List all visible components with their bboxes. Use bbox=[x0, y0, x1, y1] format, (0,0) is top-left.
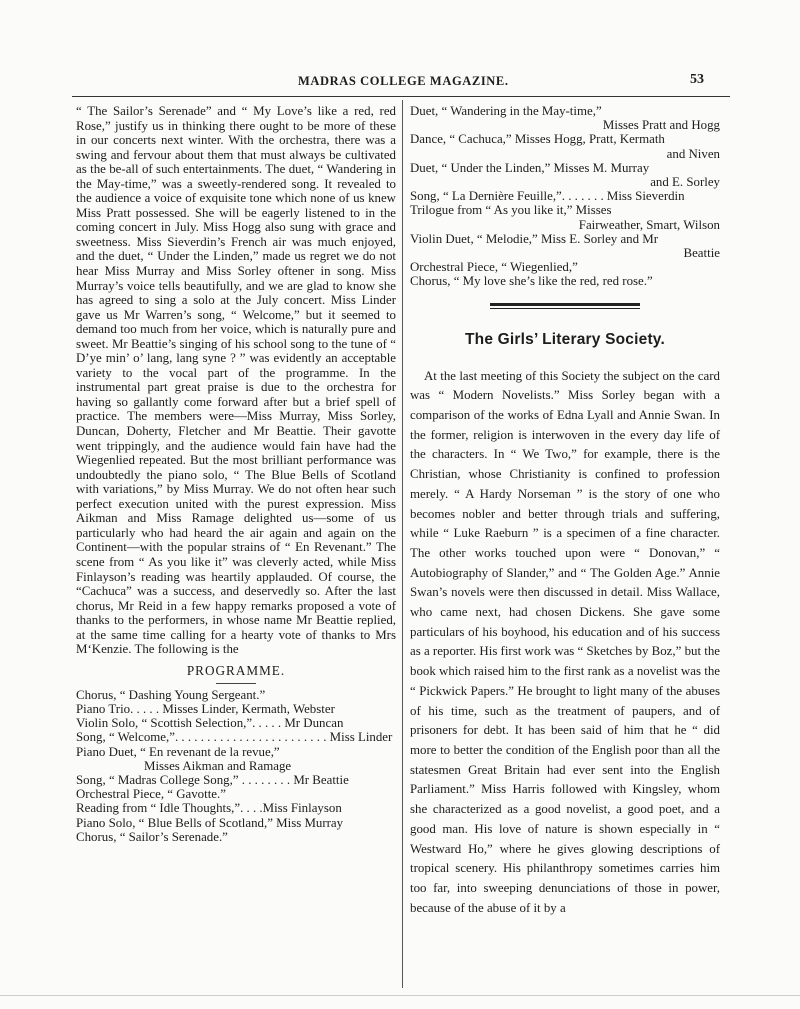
programme-item: Piano Duet, “ En revenant de la revue,” bbox=[76, 744, 280, 759]
programme-item-performers: Misses Aikman and Ramage bbox=[144, 758, 292, 773]
programme-item: Song, “ La Dernière Feuille,”. . . . . . . Miss Sieverdin bbox=[410, 189, 685, 204]
programme-item: Piano Solo, “ Blue Bells of Scotland,” Miss Murray bbox=[76, 815, 344, 830]
programme-item: Chorus, “ Dashing Young Sergeant.” bbox=[76, 687, 266, 702]
programme-item-performers: and E. Sorley bbox=[650, 175, 720, 190]
page-header: MADRAS COLLEGE MAGAZINE. bbox=[298, 74, 509, 88]
programme-item: Violin Solo, “ Scottish Selection,”. . . . . Mr Duncan bbox=[76, 716, 344, 731]
programme-item-performers: and Niven bbox=[666, 146, 720, 161]
header-rule bbox=[72, 96, 730, 97]
programme-item: Piano Trio. . . . . Misses Linder, Kermath, Webster bbox=[76, 701, 335, 716]
programme-continued bbox=[410, 104, 720, 289]
right-column bbox=[410, 104, 720, 918]
programme-item: Chorus, “ My love she’s like the red, red rose.” bbox=[410, 274, 653, 289]
programme-heading: PROGRAMME. bbox=[186, 662, 286, 678]
programme-item-performers: Misses Pratt and Hogg bbox=[602, 118, 720, 133]
section-title: The Girls’ Literary Society. bbox=[464, 330, 665, 348]
concert-review-paragraph: “ The Sailor’s Serenade” and “ My Love’s like a red, red Rose,” justify us in thinking there ought to be more of these in our concerts next winter. With the orchestra, there was a swing and fervour about them that must always be cultivated as the be-all of such entertainments. The duet, “ Wandering in the May-time,” was a sweetly-rendered song. It revealed to the audience a voice of exquisite tone which none of us knew Miss Pratt possessed. She will be eagerly listened to in the coming concert in July. Miss Hogg also sung with grace and sweetness. Miss Sieverdin’s French air was much enjoyed, and the duet, “ Under the Linden,” made us regret we do not hear Miss Murray and Miss Sorley oftener in song. Miss Murray’s voice tells beautifully, and we are glad to know she has agreed to sing a solo at the July concert. Miss Linder gave us Mr Warren’s song, “ Welcome,” but it seemed to demand too much from her voice, which is naturally pure and sweet. Mr Beattie’s singing of his school song to the tune of “ D’ye min’ o’ lang, lang syne ? ” was evidently an acceptable variety to the vocal part of the programme. In the instrumental part great praise is due to the orchestra for having so gallantly come forward after but a brief spell of practice. The members were—Miss Murray, Miss Sorley, Duncan, Doherty, Fletcher and Mr Beattie. Their gavotte went trippingly, and the audience would fain have had the Wiegenlied repeated. But the most brilliant performance was undoubtedly the piano solo, “ The Blue Bells of Scotland with variations,” by Miss Murray. We do not often hear such perfect execution united with the purest expression. Miss Aikman and Miss Ramage delighted us—some of us particularly who had heard the air again and again on the Continent—with the popular strains of “ En Revenant.” The scene from “ As you like it” was cleverly acted, while Miss Finlayson’s reading was heartily applauded. Of course, the “Cachuca” was a success, and deservedly so. After the last chorus, Mr Reid in a few happy remarks proposed a vote of thanks to the performers, in whose name Mr Beattie replied, at the same time calling for a hearty vote of thanks to Mrs M‘Kenzie. The following is the bbox=[76, 104, 396, 657]
page-edge-line bbox=[0, 995, 800, 996]
programme-item: Dance, “ Cachuca,” Misses Hogg, Pratt, Kermath bbox=[410, 132, 665, 147]
programme-item: Chorus, “ Sailor’s Serenade.” bbox=[76, 829, 228, 844]
section-divider bbox=[490, 303, 640, 309]
programme-item: Song, “ Madras College Song,” . . . . . . . . Mr Beattie bbox=[76, 773, 349, 787]
programme-item: Reading from “ Idle Thoughts,”. . . .Miss Finlayson bbox=[76, 801, 342, 816]
divider-thick-rule bbox=[490, 303, 640, 306]
page-number: 53 bbox=[690, 72, 704, 87]
programme-list bbox=[76, 688, 396, 844]
programme-item: Duet, “ Wandering in the May-time,” bbox=[410, 104, 602, 118]
programme-item: Orchestral Piece, “ Wiegenlied,” bbox=[410, 260, 578, 275]
programme-item: Violin Duet, “ Melodie,” Miss E. Sorley and Mr bbox=[410, 231, 659, 246]
left-column bbox=[76, 104, 396, 844]
programme-item: Trilogue from “ As you like it,” Misses bbox=[410, 203, 612, 218]
programme-item-performers: Beattie bbox=[683, 246, 720, 261]
column-divider bbox=[402, 100, 403, 988]
divider-thin-rule bbox=[490, 308, 640, 309]
programme-item: Orchestral Piece, “ Gavotte.” bbox=[76, 787, 226, 802]
programme-rule bbox=[216, 683, 256, 684]
programme-item: Song, “ Welcome,”. . . . . . . . . . . . . . . . . . . . . . . . Miss Linder bbox=[76, 730, 393, 745]
programme-item: Duet, “ Under the Linden,” Misses M. Murray bbox=[410, 160, 650, 175]
society-report-paragraph: At the last meeting of this Society the subject on the card was “ Modern Novelists.” Miss Sorley began with a comparison of the works of Edna Lyall and Annie Swan. In the former, religion is interwoven in the every day life of the characters. In “ We Two,” for example, there is the Christian, whose Christianity is confined to profession merely. “ A Hardy Norseman ” is the story of one who becomes nobler and better through trials and suffering, while “ Luke Raeburn ” is a specimen of a fine character. The other works touched upon were “ Donovan,” “ Autobiography of Slander,” and “ The Golden Age.” Annie Swan’s novels were then discussed in detail. Miss Wallace, who came next, had chosen Dickens. She gave some particulars of his boyhood, his education and of his success as a reporter. His first work was “ Sketches by Boz,” but the book which raised him to the first rank as a novelist was the “ Pickwick Papers.” He brought to light many of the abuses of his time, such as the treatment of paupers, and of prisoners for debt. It has been said of him that he “ did more to better the condition of the English poor than all the statesmen Great Britain had ever sent into the English Parliament.” Miss Harris followed with Kingsley, whom she characterized as a good novelist, a good poet, and a good man. His love of nature is shown especially in “ Westward Ho,” where he gives glowing descriptions of tropical scenery. His philanthropy sometimes carries him too far, into sweeping denunciations of those in power, because of the abuse of it by a bbox=[410, 368, 721, 915]
programme-item-performers: Fairweather, Smart, Wilson bbox=[578, 217, 720, 232]
